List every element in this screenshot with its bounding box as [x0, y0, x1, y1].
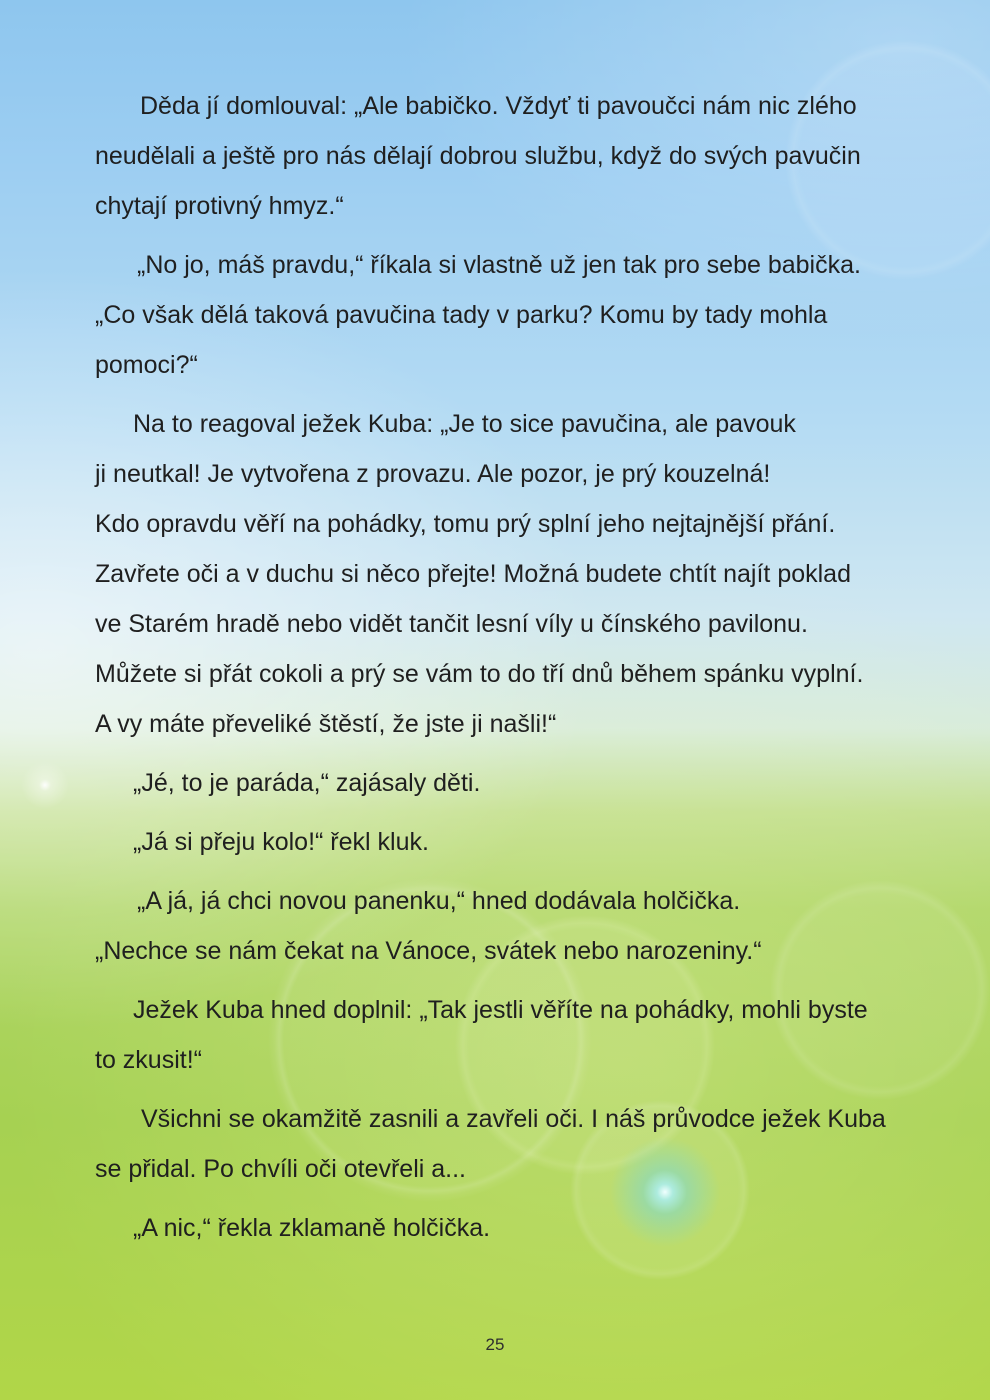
text-line: „Já si přeju kolo!“ řekl kluk. — [133, 828, 429, 856]
text-line: „Co však dělá taková pavučina tady v parku? Komu by tady mohla — [95, 301, 828, 329]
text-line: chytají protivný hmyz.“ — [95, 192, 344, 220]
paragraph-7 — [95, 985, 955, 1085]
text-line: A vy máte převeliké štěstí, že jste ji našli!“ — [95, 710, 557, 738]
text-line: „A nic,“ řekla zklamaně holčička. — [133, 1214, 491, 1242]
paragraph-5 — [95, 817, 955, 867]
text-line: se přidal. Po chvíli oči otevřeli a... — [95, 1155, 466, 1183]
text-line: ji neutkal! Je vytvořena z provazu. Ale pozor, je prý kouzelná! — [95, 460, 771, 488]
paragraph-9 — [95, 1203, 955, 1253]
paragraph-2 — [95, 240, 955, 390]
paragraph-8 — [95, 1094, 955, 1194]
page-number: 25 — [485, 1335, 505, 1354]
story-text — [95, 81, 955, 1262]
text-line: neudělali a ještě pro nás dělají dobrou službu, když do svých pavučin — [95, 142, 861, 170]
text-line: Kdo opravdu věří na pohádky, tomu prý splní jeho nejtajnější přání. — [95, 510, 836, 538]
text-line: „Jé, to je paráda,“ zajásaly děti. — [133, 769, 481, 797]
paragraph-6 — [95, 876, 955, 976]
text-line: „No jo, máš pravdu,“ říkala si vlastně už jen tak pro sebe babička. — [137, 251, 861, 279]
text-line: Ježek Kuba hned doplnil: „Tak jestli věříte na pohádky, mohli byste — [133, 996, 868, 1024]
text-line: pomoci?“ — [95, 351, 198, 379]
text-line: Všichni se okamžitě zasnili a zavřeli oči. I náš průvodce ježek Kuba — [141, 1105, 886, 1133]
paragraph-1 — [95, 81, 955, 231]
text-line: Děda jí domlouval: „Ale babičko. Vždyť ti pavoučci nám nic zlého — [140, 92, 857, 120]
text-line: „Nechce se nám čekat na Vánoce, svátek nebo narozeniny.“ — [95, 937, 762, 965]
text-line: to zkusit!“ — [95, 1046, 202, 1074]
text-line: Můžete si přát cokoli a prý se vám to do tří dnů během spánku vyplní. — [95, 660, 864, 688]
text-line: ve Starém hradě nebo vidět tančit lesní víly u čínského pavilonu. — [95, 610, 808, 638]
paragraph-3 — [95, 399, 955, 749]
text-line: Zavřete oči a v duchu si něco přejte! Možná budete chtít najít poklad — [95, 560, 851, 588]
paragraph-4 — [95, 758, 955, 808]
text-line: Na to reagoval ježek Kuba: „Je to sice pavučina, ale pavouk — [133, 410, 796, 438]
text-line: „A já, já chci novou panenku,“ hned dodávala holčička. — [137, 887, 741, 915]
